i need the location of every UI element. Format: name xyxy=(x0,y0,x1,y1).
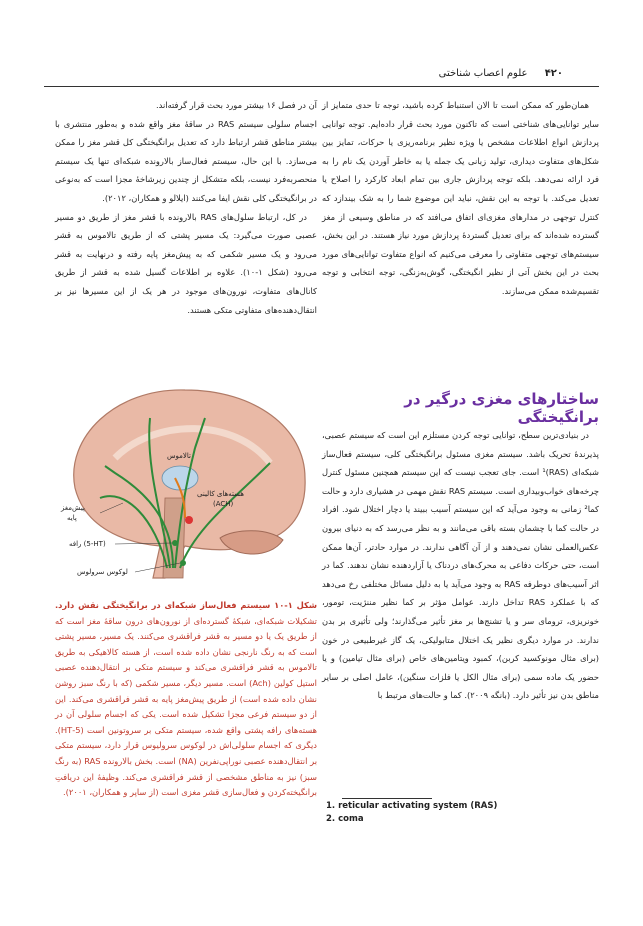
cholinergic-nucleus xyxy=(185,516,193,524)
label-coeruleus: لوکوس سرولوس xyxy=(77,568,128,576)
page-number: ۴۲۰ xyxy=(544,68,563,79)
label-forebrain-1: پیش‌مغز xyxy=(61,504,85,512)
label-cholinergic-abbr: (ACH) xyxy=(213,500,234,508)
coeruleus-nucleus xyxy=(180,560,186,566)
footnote-rule xyxy=(342,798,432,799)
caption-title: شکل ۱-۱۰ سیستم فعال‌ساز شبکه‌ای در برانگیختگی نقش دارد. xyxy=(55,600,318,610)
footnote-2: 2. coma xyxy=(326,814,364,824)
label-raphe: رافه (5-HT) xyxy=(69,540,106,548)
raphe-nucleus xyxy=(172,540,178,546)
section-title: ساختارهای مغزی درگیر در برانگیختگی xyxy=(404,390,599,426)
figure-caption xyxy=(55,598,317,801)
running-title: علوم اعصاب شناختی xyxy=(438,68,528,79)
cerebellum xyxy=(220,531,283,554)
footnote-1: 1. reticular activating system (RAS) xyxy=(326,801,498,811)
paragraph: در بنیادی‌ترین سطح، توانایی توجه کردن مستلزم این است که سیستم عصبی، پذیرندهٔ تحریک باشد. سیستم مغزی مسئول برانگیختگی کلی، سیستم فعال‌ساز شبکه‌ای (RAS)¹ است. جای تعجب نیست که این سیستم همچنین مسئول کنترل چرخه‌های خواب‌وبیداری است. سیستم RAS نقش مهمی در هشیاری دارد و حالت کما² زمانی به وجود می‌آید که این سیستم آسیب ببیند یا دچار اختلال شود. افراد در حالت کما با چشمان بسته باقی می‌مانند و به نظر می‌رسد که به دنیای بیرون عکس‌العملی نشان نمی‌دهند و از آن آگاهی ندارند. در موارد حادتر، آن‌ها ممکن است، حتی حرکات دفاعی به محرک‌های دردناک یا آزاردهنده نشان ندهند. کما در اثر آسیب‌های دوطرفه RAS به وجود می‌آید یا به دلیل مسائل مختلفی رخ می‌دهد که با عملکرد RAS تداخل دارند. عوامل مؤثر بر کما نظیر مننژیت، تومور، خونریزی، ترومای سر و یا تشنج‌ها بر مغز تأثیر می‌گذارند؛ ولی تأثیری بر بدن ندارند. در موارد دیگری نظیر یک اختلال متابولیکی، یک گاز غیرطبیعی در خون (برای مثال مونوکسید کربن)، کمبود ویتامین‌های خاص (برای مثال تیامین) و یا حضور یک ماده سمی (برای مثال الکل یا فلزات سنگین)، عامل اصلی بر سایر مناطق بدن نیز تأثیر دارد. (بانگه ۲۰۰۹). کما و حالت‌های مرتبط با xyxy=(322,430,600,701)
paragraph: همان‌طور که ممکن است تا الان استنباط کرده باشید، توجه تا حدی متمایز از سایر توانایی‌های شناختی است که تاکنون مورد بحث قرار داده‌ایم. توجه توانایی پردازش انواع اطلاعات مشخص یا ویژه نظیر برنامه‌ریزی یا حرکات، تمایز بین شکل‌های متفاوت دیداری، تولید زبانی یک جمله یا به خاطر آوردن یک نام را به فرد ارائه نمی‌دهد. بلکه توجه پردازش جاری بین تمام ابعاد کارکرد را اصلاح یا تعدیل می‌کند. با توجه به این نقش، نباید این موضوع شما را به شک بیندازد که کنترل توجهی در مدارهای مغزی‌ای اتفاق می‌افتد که در مناطق وسیعی از مغز گسترده شده‌اند که برای تعدیل گستردهٔ پردازش مورد نیاز هستند. در این بخش، سیستم‌های توجهی متفاوتی را معرفی می‌کنیم که انواع متفاوت توانایی‌های مورد بحث در این بخش آتی از نظیر انگیختگی، گوش‌به‌زنگی، توجه انتخابی و توجه تقسیم‌شده ممکن می‌سازند. xyxy=(322,100,599,296)
label-forebrain-2: پایه xyxy=(67,514,77,522)
paragraph: آن در فصل ۱۶ بیشتر مورد بحث قرار گرفته‌اند. xyxy=(155,100,317,110)
label-cholinergic: هسته‌های کالینی xyxy=(197,490,244,498)
right-column-body xyxy=(322,426,599,705)
brain-diagram xyxy=(55,378,317,583)
brain-figure xyxy=(55,378,317,583)
left-column-top xyxy=(55,96,317,319)
header-rule xyxy=(44,86,599,87)
caption-text: تشکیلات شبکه‌ای، شبکهٔ گسترده‌ای از نورون‌های درون ساقهٔ مغز است که از طریق یک یا دو مسیر به قشر فراقشری می‌کنند. یک مسیر، مسیر پشتی است که به رنگ نارنجی نشان داده شده است، از هسته کالاهیکی به طریق تالاموس به قشر فراقشری می‌کند و سیستم متکی بر انتقال‌دهنده عصبی استیل کولین (Ach) است. مسیر دیگر، مسیر شکمی (که با رنگ سبز روشن نشان داده شده است) از طریق پیش‌مغز پایه به قشر فراقشری می‌کند. این از دو سیستم فرعی مجزا تشکیل شده است. یکی که اجسام سلولی آن در هسته‌های رافه پشتی واقع شده، سیستم متکی بر سروتونین است (5-HT). دیگری که اجسام سلولی‌اش در لوکوس سرولیوس قرار دارد، سیستم متکی بر انتقال‌دهنده عصبی نوراپی‌نفرین (NA) است. بخش بالارونده RAS (به رنگ سبز) نیز به مناطق مشخصی از قشر فراقشری می‌کند. وظیفهٔ این دریافتِ برانگیخته‌کردن و فعال‌سازی قشر مغزی است (از ساپر و همکاران، ۲۰۰۱). xyxy=(55,615,318,798)
footnotes xyxy=(326,800,497,826)
paragraph: در کل، ارتباط سلول‌های RAS بالارونده با قشر مغز از طریق دو مسیر عصبی صورت می‌گیرد: یک مسیر پشتی که از طریق تالاموس به قشر می‌رود و یک مسیر شکمی که به پیش‌مغز پایه رفته و درنهایت به قشر می‌رود (شکل ۱-۱۰). علاوه بر اطلاعات گسیل شده به قشر از طریق کانال‌های متفاوت، نورون‌های موجود در هر یک از این مسیرها نیز بر انتقال‌دهنده‌های متفاوتی متکی هستند. xyxy=(55,211,317,315)
right-column-top xyxy=(322,96,599,301)
running-header xyxy=(439,68,563,79)
paragraph: اجسام سلولی سیستم RAS در ساقهٔ مغز واقع شده و به‌طور منتشری با بیشتر مناطق قشر ارتباط دارد که تعدیل برانگیختگی کل قشر مغز را ممکن می‌سازد. با این حال، سیستم فعال‌ساز بالارونده شبکه‌ای تنها یک سیستم منحصربه‌فرد نیست، بلکه متشکل از چندین زیرشاخهٔ مجزا است که به‌نوعی در برانگیختگی کلی نقش ایفا می‌کنند (ایلالو و همکاران، ۲۰۱۲). xyxy=(55,118,317,203)
label-thalamus: تالاموس xyxy=(167,452,191,460)
